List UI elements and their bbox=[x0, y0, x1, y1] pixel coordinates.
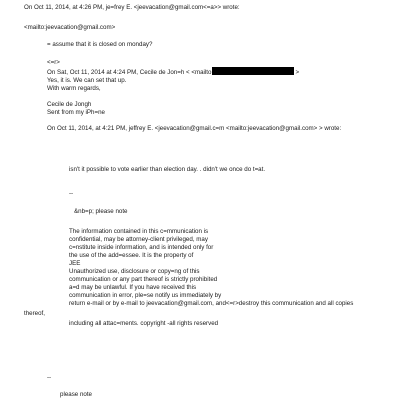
quoted-reply-block bbox=[47, 59, 341, 133]
disclaimer-line: a=d may be unlawful. If you have received this bbox=[69, 284, 197, 291]
signature-name: Cecile de Jongh bbox=[47, 101, 92, 108]
assume-line: = assume that it is closed on monday? bbox=[47, 41, 153, 48]
please-note-1: &nb=p; please note bbox=[74, 208, 128, 215]
thereof-line: thereof, bbox=[24, 310, 45, 317]
attachments-line: including all attac=ments. copyright -all rights reserved bbox=[69, 320, 219, 327]
mailto-line: <mailto:jeevacation@gmail.com> bbox=[24, 24, 116, 31]
header-line: On Oct 11, 2014, at 4:26 PM, je=frey E. <jeevacation@gmail.com<=a>> wrote: bbox=[24, 4, 240, 11]
disclaimer-line: communication or any part thereof is strictly prohibited bbox=[69, 276, 218, 283]
disclaimer-line: Unauthorized use, disclosure or copy=ng of this bbox=[69, 268, 200, 275]
quote-open-tag: <=r> bbox=[47, 59, 60, 66]
cecile-header-prefix: On Sat, Oct 11, 2014 at 4:24 PM, Cecile de Jon=h < <mailto bbox=[47, 69, 212, 76]
question-line: isn't it possible to vote earlier than election day. . didn't we once do t=at. bbox=[69, 166, 266, 173]
cecile-header bbox=[47, 67, 341, 77]
separator-dashes-1: -- bbox=[69, 190, 74, 197]
separator-dashes-2: -- bbox=[47, 374, 52, 381]
reply-line-2: With warm regards, bbox=[47, 85, 101, 92]
jeffrey-header: On Oct 11, 2014, at 4:21 PM, jeffrey E. <jeevacation@gmail.c=m <mailto:jeevacation@gmail.com> > wrote: bbox=[47, 125, 342, 132]
disclaimer-line: communication in error, ple=se notify us immediately by bbox=[69, 292, 222, 299]
disclaimer-line: confidential, may be attorney-client privileged, may bbox=[69, 236, 208, 243]
cecile-header-suffix: > bbox=[295, 69, 300, 76]
disclaimer-line: return e-mail or by e-mail to jeevacation@gmail.com, and<=r>destroy this communication and all copies bbox=[69, 300, 354, 307]
please-note-2: please note bbox=[60, 391, 92, 398]
disclaimer-line: the use of the add=essee. It is the property of bbox=[69, 252, 194, 259]
disclaimer-line: JEE bbox=[69, 260, 81, 267]
signature-device: Sent from my iPh=ne bbox=[47, 109, 105, 116]
disclaimer-line: The information contained in this c=mmunication is bbox=[69, 228, 209, 235]
redaction-bar bbox=[212, 67, 294, 75]
disclaimer-line: c=nstitute inside information, and is intended only for bbox=[69, 244, 214, 251]
reply-line-1: Yes, it is. We can set that up. bbox=[47, 77, 127, 84]
disclaimer-block bbox=[69, 228, 353, 308]
